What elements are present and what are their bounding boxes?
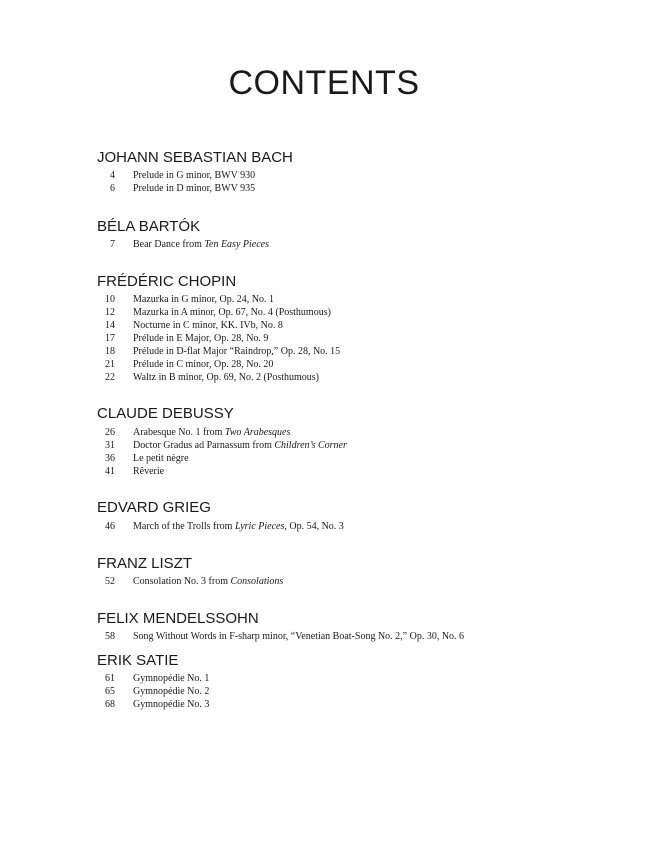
work-title: Doctor Gradus ad Parnassum from Children’s Corner (133, 440, 347, 451)
entry-list-mendelssohn (97, 630, 464, 643)
composer-heading-grieg: EDVARD GRIEG (97, 499, 211, 516)
work-title: Gymnopédie No. 1 (133, 673, 210, 684)
list-item (97, 306, 340, 319)
work-title: Nocturne in C minor, KK. IVb, No. 8 (133, 320, 283, 331)
work-title: Prélude in C minor, Op. 28, No. 20 (133, 359, 274, 370)
list-item (97, 358, 340, 371)
page-number: 31 (105, 440, 115, 451)
entry-list-chopin (97, 293, 340, 384)
page-number: 7 (110, 239, 115, 250)
list-item (97, 575, 283, 588)
page-number: 58 (105, 631, 115, 642)
list-item (97, 520, 344, 533)
entry-list-bartok (97, 238, 269, 251)
work-title: Bear Dance from Ten Easy Pieces (133, 239, 269, 250)
list-item (97, 426, 347, 439)
list-item (97, 698, 209, 711)
work-title: Mazurka in A minor, Op. 67, No. 4 (Posthumous) (133, 307, 331, 318)
composer-heading-debussy: CLAUDE DEBUSSY (97, 405, 234, 422)
work-title: Song Without Words in F-sharp minor, “Venetian Boat-Song No. 2,” Op. 30, No. 6 (133, 631, 465, 642)
list-item (97, 319, 340, 332)
work-title: Prélude in D-flat Major “Raindrop,” Op. 28, No. 15 (133, 346, 341, 357)
composer-heading-mendelssohn: FELIX MENDELSSOHN (97, 610, 259, 627)
page-number: 68 (105, 699, 115, 710)
page-title: CONTENTS (228, 64, 420, 102)
list-item (97, 293, 340, 306)
work-title: Prélude in E Major, Op. 28, No. 9 (133, 333, 269, 344)
page-number: 22 (105, 372, 115, 383)
work-title: Gymnopédie No. 3 (133, 699, 210, 710)
page-number: 4 (110, 170, 115, 181)
composer-heading-bach: JOHANN SEBASTIAN BACH (97, 149, 293, 166)
page-number: 52 (105, 576, 115, 587)
work-title: Mazurka in G minor, Op. 24, No. 1 (133, 294, 274, 305)
list-item (97, 332, 340, 345)
composer-heading-liszt: FRANZ LISZT (97, 555, 193, 572)
list-item (97, 371, 340, 384)
work-title: Le petit nègre (133, 453, 189, 464)
entry-list-debussy (97, 426, 347, 478)
entry-list-bach (97, 169, 255, 195)
composer-heading-bartok: BÉLA BARTÓK (97, 218, 201, 235)
entry-list-satie (97, 672, 209, 711)
work-title: Waltz in B minor, Op. 69, No. 2 (Posthumous) (133, 372, 320, 383)
composer-heading-chopin: FRÉDÉRIC CHOPIN (97, 273, 237, 290)
composer-heading-satie: ERIK SATIE (97, 652, 179, 669)
list-item (97, 345, 340, 358)
work-title: Arabesque No. 1 from Two Arabesques (133, 427, 291, 438)
page-number: 21 (105, 359, 115, 370)
page-number: 18 (105, 346, 115, 357)
list-item (97, 452, 347, 465)
page-number: 61 (105, 673, 115, 684)
work-title: Rêverie (133, 466, 165, 477)
list-item (97, 439, 347, 452)
page-number: 26 (105, 427, 115, 438)
list-item (97, 672, 209, 685)
list-item (97, 182, 255, 195)
page-number: 6 (110, 183, 115, 194)
page-number: 46 (105, 521, 115, 532)
entry-list-grieg (97, 520, 344, 533)
page-number: 41 (105, 466, 115, 477)
list-item (97, 630, 464, 643)
page-number: 36 (105, 453, 115, 464)
page-number: 65 (105, 686, 115, 697)
work-title: Prelude in G minor, BWV 930 (133, 170, 256, 181)
work-title: Consolation No. 3 from Consolations (133, 576, 284, 587)
work-title: March of the Trolls from Lyric Pieces, Op. 54, No. 3 (133, 521, 344, 532)
page-number: 10 (105, 294, 115, 305)
list-item (97, 685, 209, 698)
page-number: 12 (105, 307, 115, 318)
list-item (97, 169, 255, 182)
list-item (97, 465, 347, 478)
page-number: 14 (105, 320, 115, 331)
work-title: Prelude in D minor, BWV 935 (133, 183, 256, 194)
page-number: 17 (105, 333, 115, 344)
work-title: Gymnopédie No. 2 (133, 686, 210, 697)
list-item (97, 238, 269, 251)
entry-list-liszt (97, 575, 283, 588)
